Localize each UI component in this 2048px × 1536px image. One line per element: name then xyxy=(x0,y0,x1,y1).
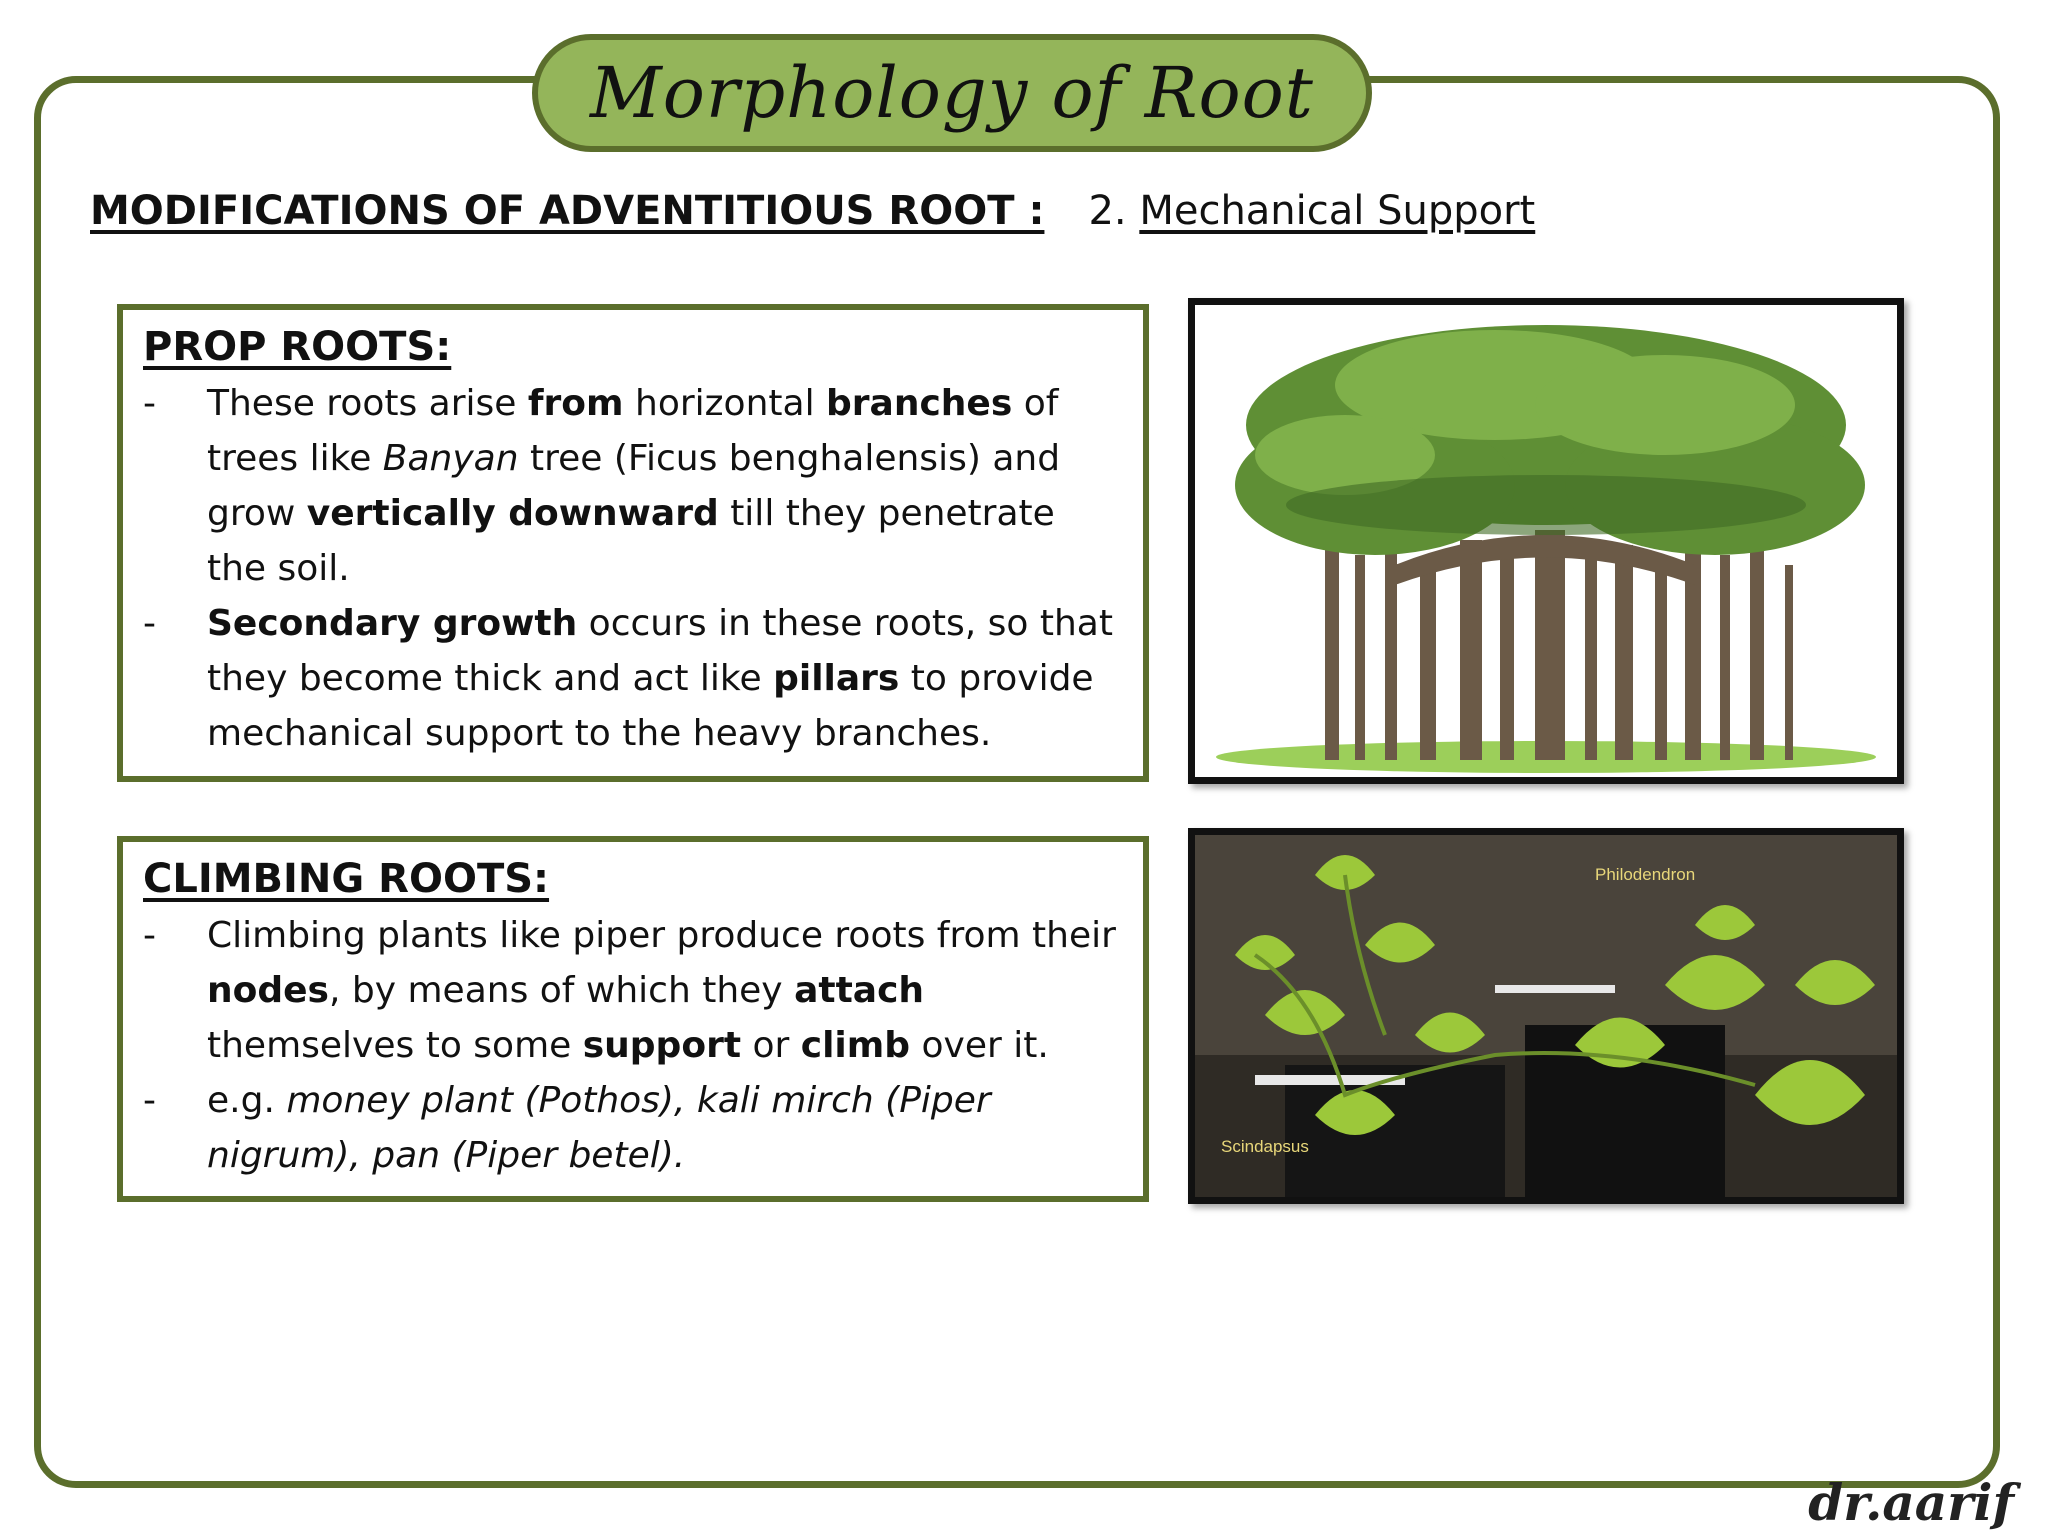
section-heading xyxy=(90,188,1535,234)
slide-title: Morphology of Root xyxy=(590,52,1314,134)
prop-roots-title: PROP ROOTS: xyxy=(143,324,452,370)
climbing-plant-image xyxy=(1188,828,1904,1204)
title-banner xyxy=(532,34,1372,152)
heading-number: 2. xyxy=(1088,188,1127,234)
banyan-tree-image xyxy=(1188,298,1904,784)
scindapsus-label: Scindapsus xyxy=(1221,1137,1309,1156)
climbing-roots-title: CLIMBING ROOTS: xyxy=(143,856,550,902)
climbing-roots-box xyxy=(117,836,1149,1202)
philodendron-label: Philodendron xyxy=(1595,865,1696,884)
prop-roots-box xyxy=(117,304,1149,782)
prop-roots-bullet-2: - Secondary growth occurs in these roots, so that they become thick and act like pillars to provide mechanical support to the heavy branches. xyxy=(143,596,1121,761)
climbing-roots-bullet-1: - Climbing plants like piper produce roots from their nodes, by means of which they attach themselves to some support or climb over it. xyxy=(143,908,1121,1073)
climbing-roots-bullet-2: - e.g. money plant (Pothos), kali mirch (Piper nigrum), pan (Piper betel). xyxy=(143,1073,1121,1183)
author-signature: dr.aarif xyxy=(1808,1473,2014,1532)
heading-subtitle: Mechanical Support xyxy=(1139,188,1536,234)
heading-main: MODIFICATIONS OF ADVENTITIOUS ROOT : xyxy=(90,188,1045,234)
prop-roots-bullet-1: - These roots arise from horizontal branches of trees like Banyan tree (Ficus benghalensis) and grow vertically downward till they penetrate the soil. xyxy=(143,376,1121,596)
